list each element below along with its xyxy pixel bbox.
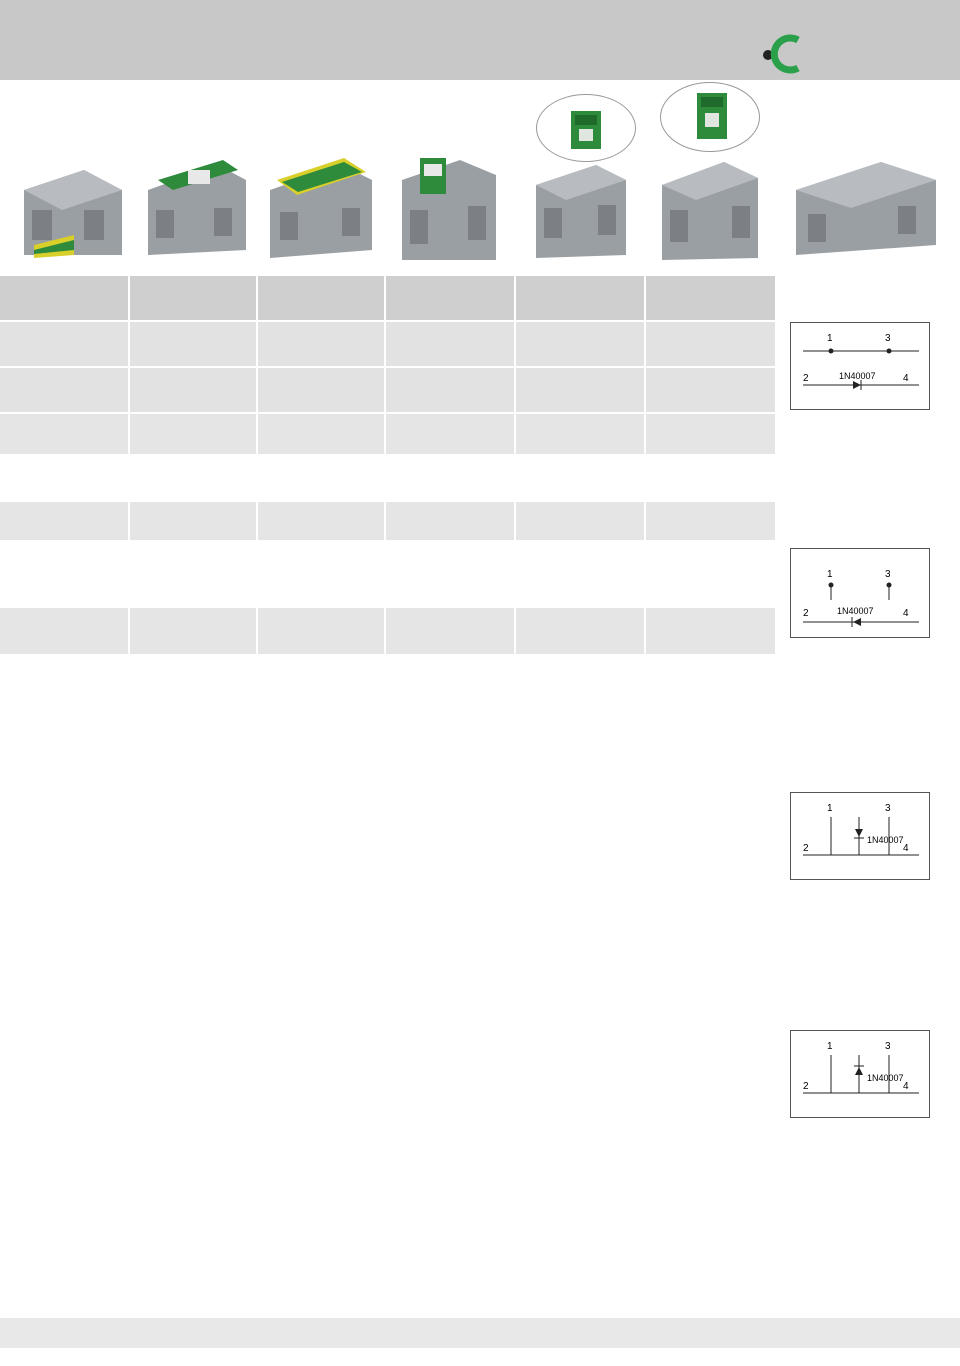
svg-text:4: 4 xyxy=(903,1081,909,1092)
row-divider xyxy=(644,414,646,454)
product-name-cell xyxy=(130,368,256,412)
product-name-cell xyxy=(130,322,256,366)
logo-mark-icon xyxy=(760,34,810,74)
product-name-cell xyxy=(0,322,128,366)
product-name-cell xyxy=(258,368,384,412)
product-name-cell xyxy=(516,276,644,320)
svg-text:2: 2 xyxy=(803,1081,809,1092)
row-divider xyxy=(128,608,130,654)
schematic-box-a xyxy=(790,322,930,410)
svg-text:1N40007: 1N40007 xyxy=(867,1073,904,1083)
product-name-cell xyxy=(516,322,644,366)
row-divider xyxy=(514,414,516,454)
svg-text:4: 4 xyxy=(903,608,909,619)
footer xyxy=(0,1318,960,1348)
schematic-box-c xyxy=(790,792,930,880)
svg-text:2: 2 xyxy=(803,843,809,854)
row-divider xyxy=(644,502,646,540)
svg-text:3: 3 xyxy=(885,803,891,814)
row-divider xyxy=(514,502,516,540)
empty-name-cell xyxy=(646,368,775,412)
row-divider xyxy=(128,414,130,454)
row-divider xyxy=(384,414,386,454)
terminal-dsfa4-image xyxy=(652,150,770,265)
terminal-tde2-image xyxy=(14,150,132,265)
svg-text:1: 1 xyxy=(827,569,833,580)
product-name-cell xyxy=(646,276,775,320)
svg-text:1: 1 xyxy=(827,333,833,344)
row-divider xyxy=(514,608,516,654)
row-background xyxy=(0,608,775,654)
terminal-sfr4-image xyxy=(138,150,256,265)
fuse-insert-icon xyxy=(661,83,761,153)
schematic-box-b-lower xyxy=(790,600,930,638)
row-background xyxy=(0,502,775,540)
product-name-cell xyxy=(386,322,514,366)
product-name-cell xyxy=(386,276,514,320)
product-name-cell xyxy=(646,322,775,366)
schematic-box-d xyxy=(790,1030,930,1118)
product-name-cell xyxy=(130,276,256,320)
svg-text:1: 1 xyxy=(827,1041,833,1052)
svg-text:3: 3 xyxy=(885,569,891,580)
row-divider xyxy=(256,608,258,654)
product-name-cell xyxy=(258,322,384,366)
svg-text:2: 2 xyxy=(803,608,809,619)
svg-text:4: 4 xyxy=(903,843,909,854)
row-background xyxy=(0,414,775,454)
row-divider xyxy=(256,502,258,540)
row-divider xyxy=(256,414,258,454)
terminal-das4-image xyxy=(786,150,946,265)
terminal-dsf4-image xyxy=(390,150,508,265)
svg-text:3: 3 xyxy=(885,1041,891,1052)
diode-schematic-icon xyxy=(791,793,931,881)
svg-text:1N40007: 1N40007 xyxy=(867,835,904,845)
svg-text:3: 3 xyxy=(885,333,891,344)
svg-text:1N40007: 1N40007 xyxy=(837,606,874,616)
diode-schematic-icon xyxy=(791,1031,931,1119)
product-name-cell xyxy=(258,276,384,320)
header-banner xyxy=(0,0,960,80)
row-divider xyxy=(384,502,386,540)
svg-text:1N40007: 1N40007 xyxy=(839,371,876,381)
product-name-cell xyxy=(0,276,128,320)
empty-name-cell xyxy=(516,368,644,412)
empty-name-cell xyxy=(0,368,128,412)
svg-text:2: 2 xyxy=(803,373,809,384)
diode-schematic-icon xyxy=(791,323,931,411)
cabur-logo xyxy=(760,34,945,74)
terminal-mpfa4-image xyxy=(522,150,640,265)
fuse-insert-oval xyxy=(660,82,760,152)
row-divider xyxy=(644,608,646,654)
svg-text:1: 1 xyxy=(827,803,833,814)
empty-name-cell xyxy=(386,368,514,412)
row-divider xyxy=(128,502,130,540)
row-divider xyxy=(384,608,386,654)
terminal-sfr6-image xyxy=(262,150,380,265)
svg-text:4: 4 xyxy=(903,373,909,384)
